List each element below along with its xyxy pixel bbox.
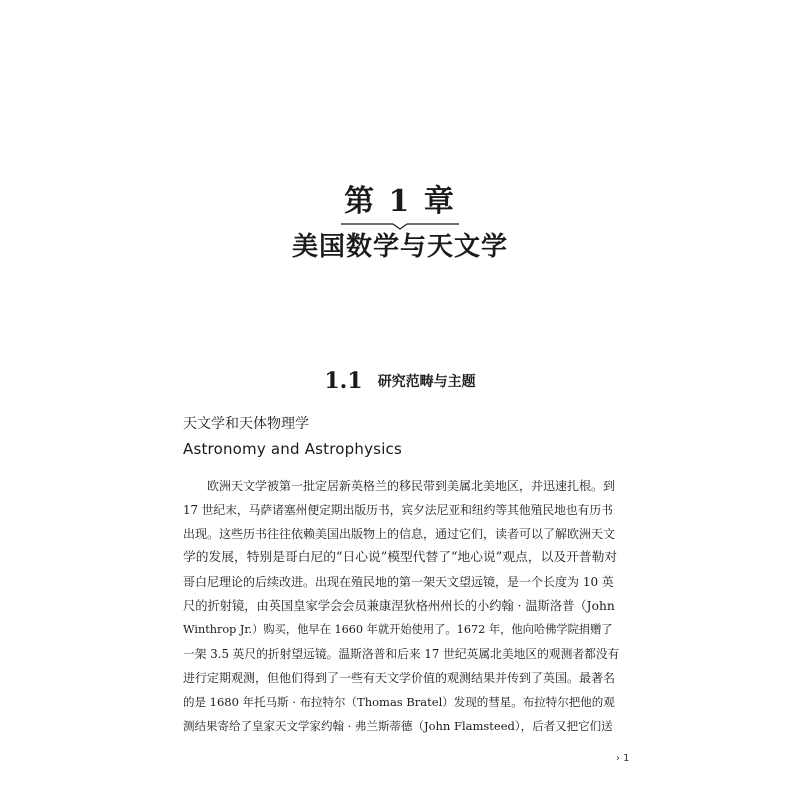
page-number: › 1 (616, 753, 630, 764)
body-line: 17 世纪末，马萨诸塞州便定期出版历书，宾夕法尼亚和纽约等其他殖民地也有历书 (183, 503, 613, 517)
chapter-title: 美国数学与天文学 (291, 232, 508, 262)
subsection-title-chinese: 天文学和天体物理学 (183, 416, 309, 432)
body-line: 进行定期观测，但他们得到了一些有天文学价值的观测结果并传到了英国。最著名 (183, 671, 616, 685)
body-line: 一架 3.5 英尺的折射望远镜。温斯洛普和后来 17 世纪英属北美地区的观测者都没有 (183, 647, 620, 661)
body-line: 学的发展，特别是哥白尼的“日心说”模型代替了“地心说”观点，以及开普勒对 (183, 550, 618, 565)
body-line: Winthrop Jr.）购买，他早在 1660 年就开始使用了。1672 年，他向哈佛学院捐赠了 (183, 623, 613, 636)
chapter-label: 第 1 章 (344, 184, 456, 219)
section-number: 1.1 (324, 368, 363, 394)
body-line: 欧洲天文学被第一批定居新英格兰的移民带到美属北美地区，并迅速扎根。到 (183, 479, 616, 493)
section-heading (0, 368, 800, 396)
subsection-title-english: Astronomy and Astrophysics (183, 440, 403, 458)
body-line: 哥白尼理论的后续改进。出现在殖民地的第一架天文望远镜，是一个长度为 10 英 (183, 575, 614, 589)
chapter-divider-ornament (341, 222, 459, 230)
section-title: 研究范畴与主题 (377, 374, 476, 390)
body-line: 尺的折射镜，由英国皇家学会会员兼康涅狄格州州长的小约翰 · 温斯洛普（John (183, 599, 615, 613)
body-paragraph (183, 474, 621, 738)
body-line: 出现。这些历书往往依赖美国出版物上的信息，通过它们，读者可以了解欧洲天文 (183, 527, 616, 541)
body-line: 测结果寄给了皇家天文学家约翰 · 弗兰斯蒂德（John Flamsteed），后者又把它们送 (183, 719, 613, 733)
body-line: 的是 1680 年托马斯 · 布拉特尔（Thomas Bratel）发现的彗星。布拉特尔把他的观 (183, 695, 615, 709)
